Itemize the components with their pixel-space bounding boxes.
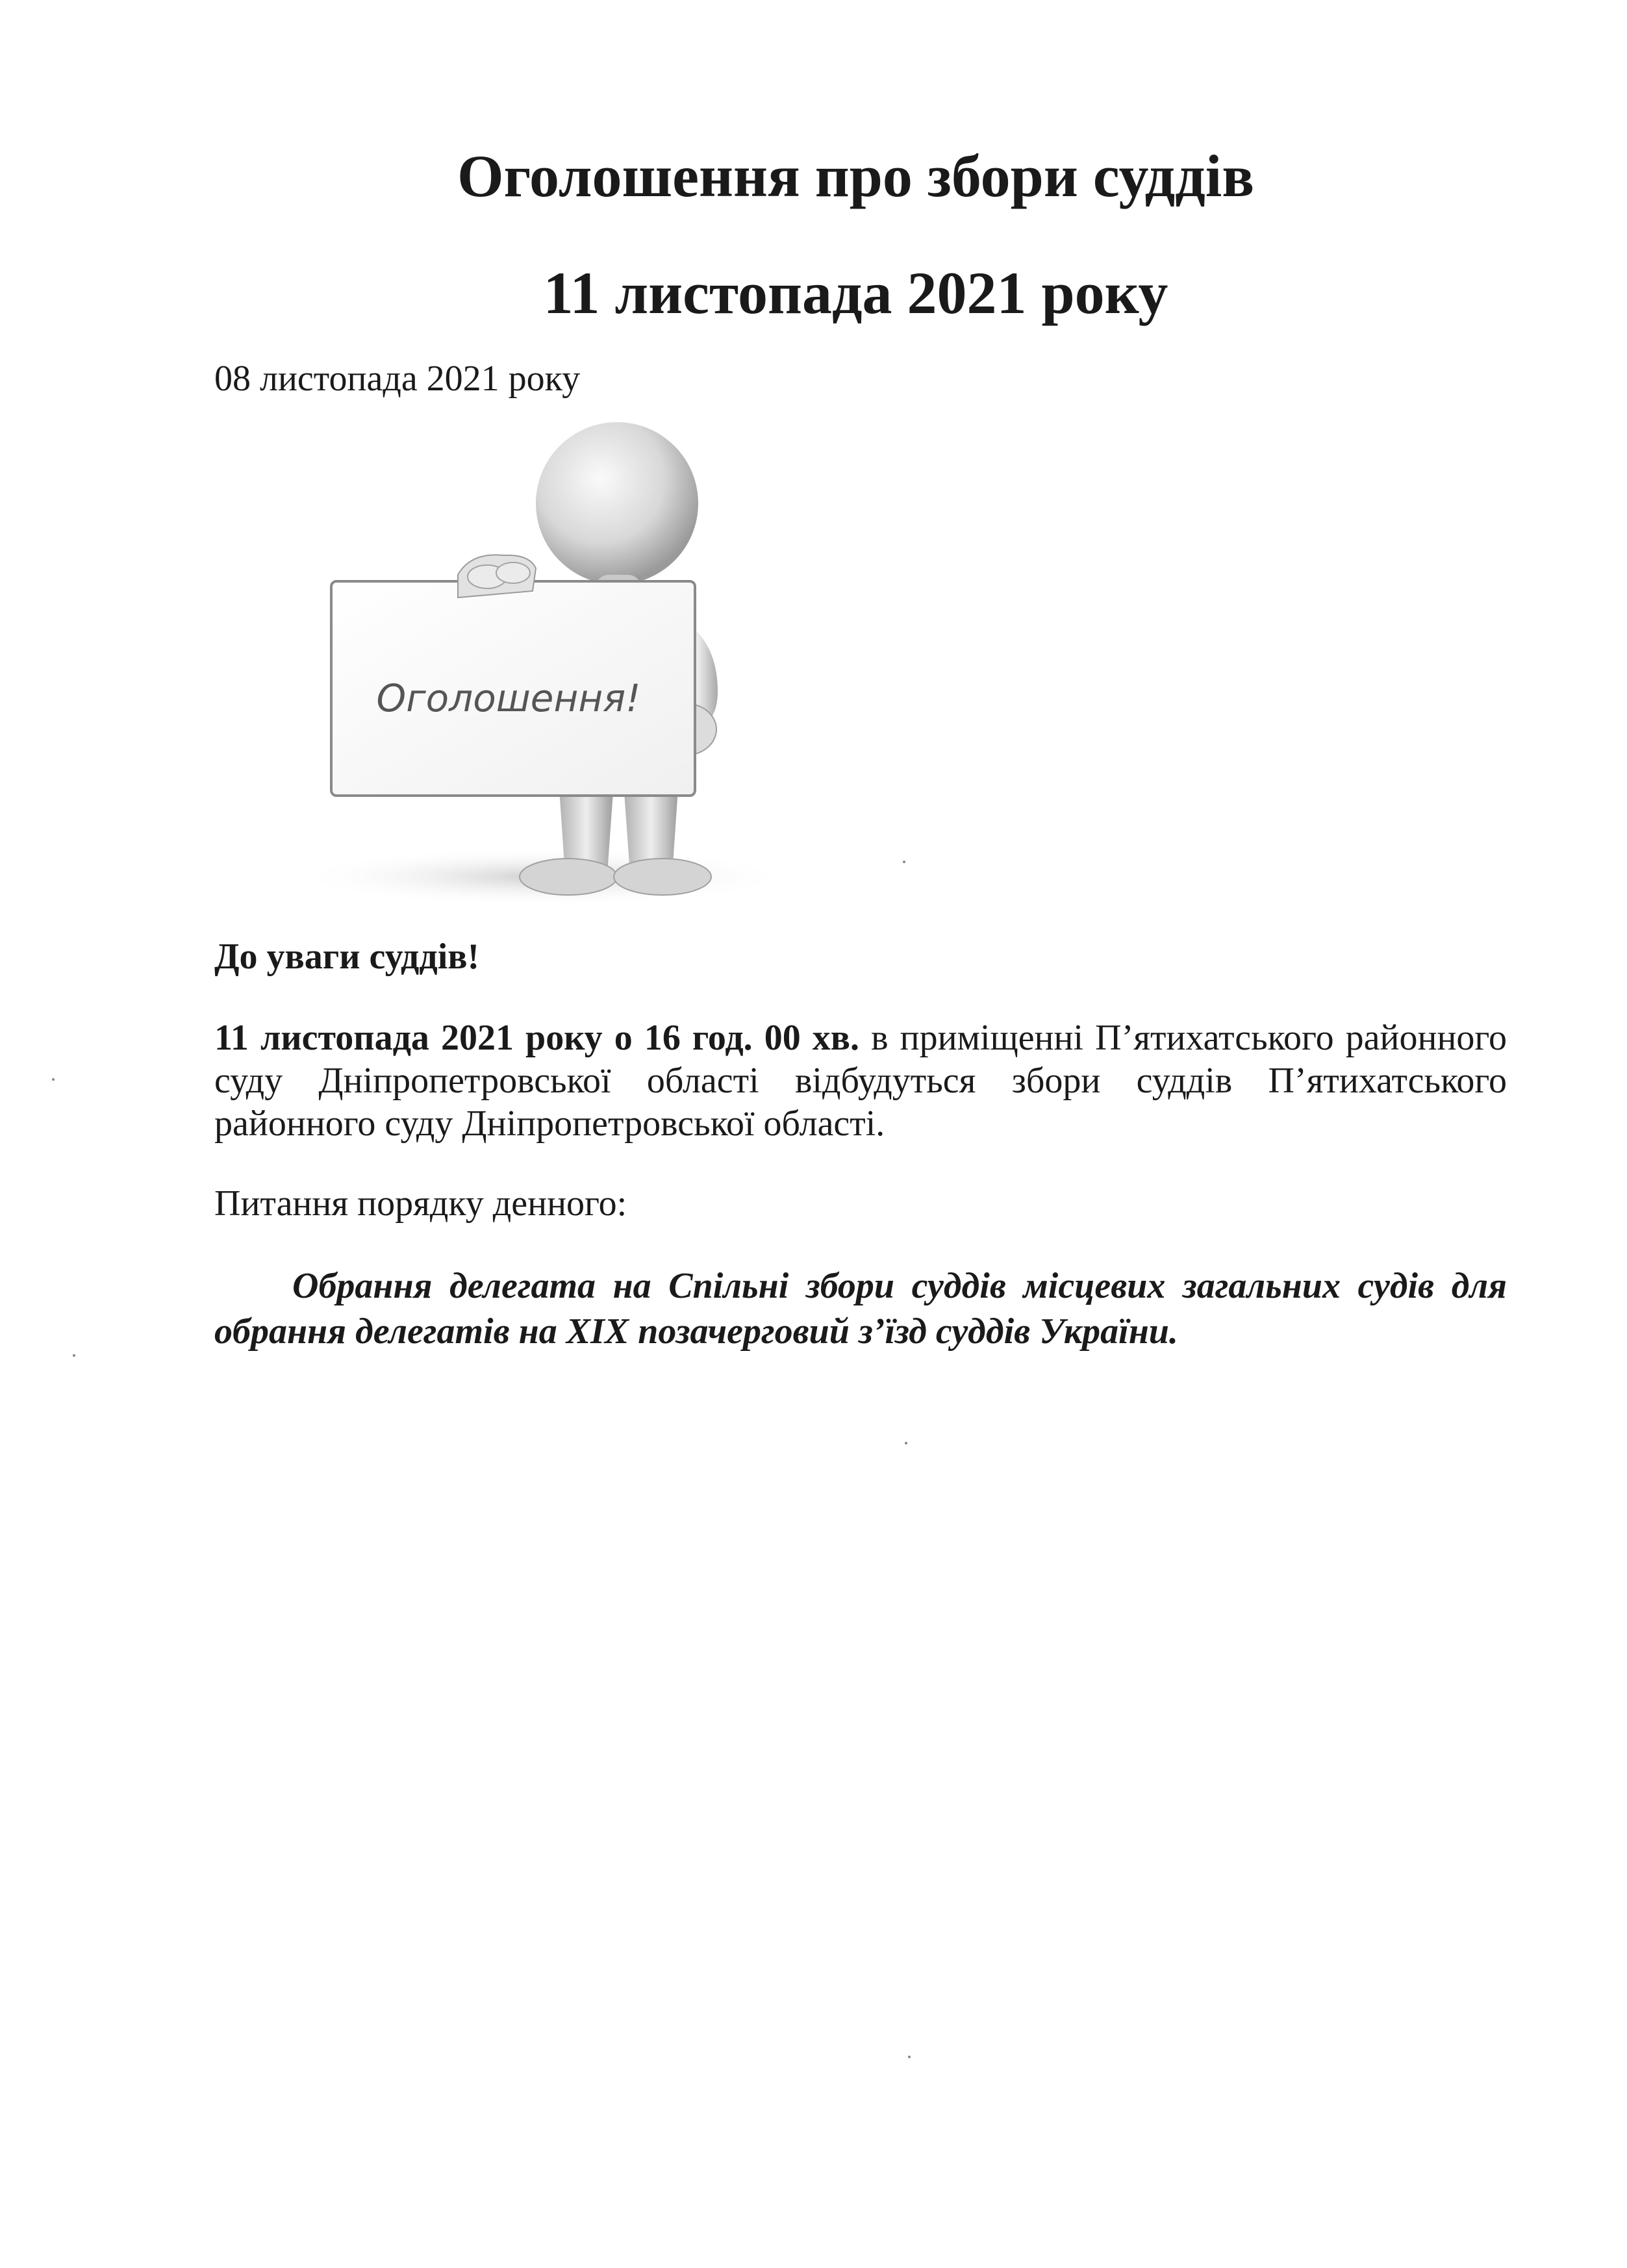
scan-speck: [73, 1354, 75, 1357]
agenda-label: Питання порядку денного:: [214, 1183, 627, 1224]
scan-speck: [903, 861, 905, 863]
sign-text: Оголошення!: [376, 676, 641, 720]
person-holding-sign-icon: [263, 419, 828, 903]
announcement-text: [214, 1016, 1507, 1145]
scan-speck: [905, 1442, 907, 1444]
meeting-details: в приміщенні П’ятихатського районного суду Дніпропетровської області відбудуться збори суддів П’ятихатського районного суду Дніпропетровської області.: [214, 1018, 1507, 1144]
page-subtitle-date: 11 листопада 2021 року: [543, 260, 1168, 326]
page-title: Оголошення про збори суддів: [457, 143, 1254, 209]
scan-speck: [908, 2056, 911, 2058]
scan-speck: [52, 1078, 55, 1081]
agenda-item: Обрання делегата на Спільні збори суддів місцевих загальних судів для обрання делегатів на ХІХ позачерговий з’їзд суддів України.: [214, 1266, 1507, 1352]
attention-heading: До уваги суддів!: [214, 937, 480, 977]
meeting-datetime: 11 листопада 2021 року о 16 год. 00 хв.: [214, 1018, 860, 1058]
publication-date: 08 листопада 2021 року: [214, 359, 581, 399]
